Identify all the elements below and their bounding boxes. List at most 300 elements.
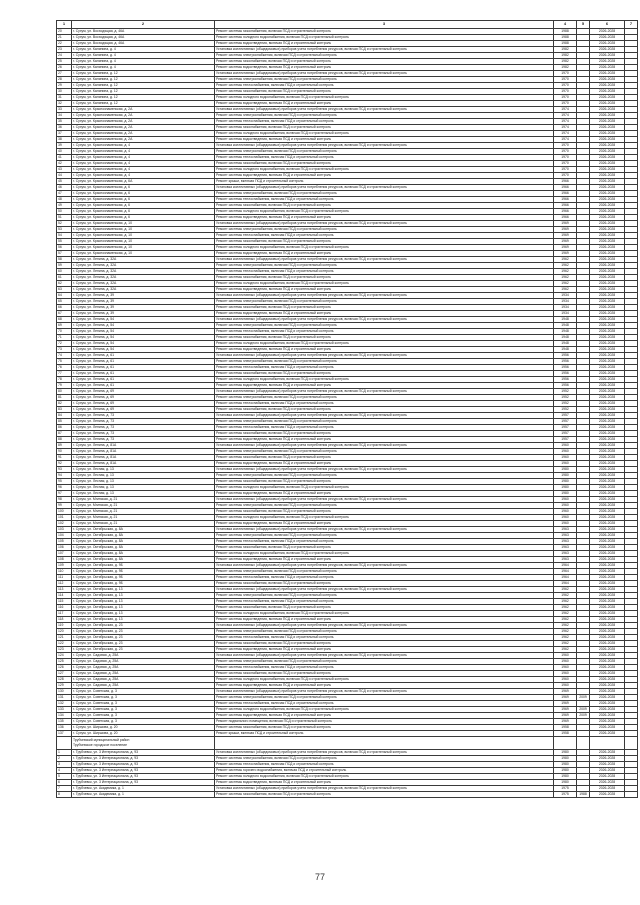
planned-period-cell: 2026-2028 — [590, 353, 625, 359]
row-number-cell: 46 — [57, 185, 72, 191]
address-cell: г. Сухум, ул. Мгинская, д. 21 — [72, 521, 215, 527]
work-type-cell: Установка коллективных (общедомовых) приборов учета потребления ресурсов, включая ПСД и строительный контроль — [215, 389, 554, 395]
address-cell: г. Сухум, ул. Ленина, д. 54 — [72, 317, 215, 323]
work-type-cell: Ремонт системы электроснабжения, включая ПСД и строительный контроль — [215, 533, 554, 539]
address-cell: г. Сухум, ул. Ленина, д. 39 — [72, 311, 215, 317]
planned-period-cell: 2026-2028 — [590, 47, 625, 53]
work-type-cell: Установка коллективных (общедомовых) приборов учета потребления ресурсов, включая ПСД и строительный контроль — [215, 623, 554, 629]
planned-period-cell: 2026-2028 — [590, 287, 625, 293]
planned-period-cell: 2026-2028 — [590, 401, 625, 407]
work-type-cell: Ремонт системы водоотведения, включая ПСД и строительный контроль — [215, 311, 554, 317]
build-year-cell: 1952 — [554, 407, 577, 413]
work-type-cell: Ремонт системы теплоснабжения, включая ПСД и строительный контроль — [215, 599, 554, 605]
row-number-cell: 124 — [57, 653, 72, 659]
row-number-cell: 8 — [57, 792, 72, 798]
address-cell: г. Трубчевск, ул. 3 Интернационала, д. 93 — [72, 774, 215, 780]
row-number-cell: 35 — [57, 119, 72, 125]
build-year-cell: 1962 — [554, 587, 577, 593]
build-year-cell: 1960 — [554, 503, 577, 509]
address-cell: г. Сухум, ул. Ленина, д. 73 — [72, 431, 215, 437]
build-year-cell: 1964 — [554, 575, 577, 581]
planned-period-cell: 2026-2028 — [590, 227, 625, 233]
build-year-cell: 1957 — [554, 419, 577, 425]
work-type-cell: Ремонт системы водоотведения, включая ПСД и строительный контроль — [215, 683, 554, 689]
address-cell: г. Сухум, ул. Октябрьская, д. 8А — [72, 533, 215, 539]
build-year-cell: 1974 — [554, 125, 577, 131]
work-type-cell: Ремонт системы теплоснабжения, включая ПСД и строительный контроль — [215, 119, 554, 125]
address-cell: г. Сухум, ул. Ленина, д. 39 — [72, 305, 215, 311]
address-cell: г. Трубчевск, ул. 3 Интернационала, д. 93 — [72, 768, 215, 774]
build-year-cell: 1948 — [554, 347, 577, 353]
address-cell: г. Сухум, ул. Октябрьская, д. 23 — [72, 629, 215, 635]
build-year-cell: 1969 — [554, 713, 577, 719]
address-cell: г. Сухум, ул. Краснознаменская, д. 4 — [72, 143, 215, 149]
address-cell: г. Сухум, ул. Краснознаменская, д. 2А — [72, 119, 215, 125]
work-type-cell: Ремонт системы водоотведения, включая ПСД и строительный контроль — [215, 437, 554, 443]
row-number-cell: 42 — [57, 161, 72, 167]
row-number-cell: 71 — [57, 335, 72, 341]
build-year-cell: 1980 — [554, 473, 577, 479]
planned-period-cell: 2026-2028 — [590, 635, 625, 641]
planned-period-cell: 2026-2028 — [590, 251, 625, 257]
build-year-cell: 1966 — [554, 209, 577, 215]
planned-period-cell: 2026-2028 — [590, 149, 625, 155]
row-number-cell: 51 — [57, 215, 72, 221]
row-number-cell: 104 — [57, 533, 72, 539]
row-number-cell: 36 — [57, 125, 72, 131]
row-number-cell: 63 — [57, 287, 72, 293]
row-number-cell: 40 — [57, 149, 72, 155]
address-cell: г. Сухум, ул. Ленина, д. 81А — [72, 461, 215, 467]
address-cell: г. Сухум, ул. Ширшова, д. 20 — [72, 725, 215, 731]
work-type-cell: Ремонт системы холодного водоснабжения, включая ПСД и строительный контроль — [215, 515, 554, 521]
work-type-cell: Установка коллективных (общедомовых) приборов учета потребления ресурсов, включая ПСД и строительный контроль — [215, 750, 554, 756]
build-year-cell: 1952 — [554, 389, 577, 395]
build-year-cell: 1974 — [554, 131, 577, 137]
work-type-cell: Ремонт системы водоотведения, включая ПСД и строительный контроль — [215, 251, 554, 257]
build-year-cell: 1964 — [554, 569, 577, 575]
row-number-cell: 86 — [57, 425, 72, 431]
row-number-cell: 47 — [57, 191, 72, 197]
build-year-cell: 1969 — [554, 707, 577, 713]
work-type-cell: Ремонт системы холодного водоснабжения, включая ПСД и строительный контроль — [215, 281, 554, 287]
build-year-cell: 1934 — [554, 299, 577, 305]
planned-period-cell: 2026-2028 — [590, 35, 625, 41]
work-type-cell: Ремонт системы водоотведения, включая ПСД и строительный контроль — [215, 713, 554, 719]
build-year-cell: 1963 — [554, 527, 577, 533]
row-number-cell: 129 — [57, 683, 72, 689]
work-type-cell: Установка коллективных (общедомовых) приборов учета потребления ресурсов, включая ПСД и строительный контроль — [215, 71, 554, 77]
work-type-cell: Ремонт системы водоотведения, включая ПСД и строительный контроль — [215, 65, 554, 71]
row-number-cell: 102 — [57, 521, 72, 527]
build-year-cell: 1970 — [554, 71, 577, 77]
build-year-cell: 1948 — [554, 329, 577, 335]
build-year-cell: 1963 — [554, 557, 577, 563]
build-year-cell: 1962 — [554, 287, 577, 293]
work-type-cell: Ремонт системы теплоснабжения, включая ПСД и строительный контроль — [215, 365, 554, 371]
work-type-cell: Ремонт системы газоснабжения, включая ПСД и строительный контроль — [215, 407, 554, 413]
address-cell: г. Сухум, ул. Советская, д. 3 — [72, 701, 215, 707]
row-number-cell: 68 — [57, 317, 72, 323]
address-cell: г. Сухум, ул. Мгинская, д. 21 — [72, 509, 215, 515]
planned-period-cell: 2026-2028 — [590, 167, 625, 173]
work-type-cell: Установка коллективных (общедомовых) приборов учета потребления ресурсов, включая ПСД и строительный контроль — [215, 107, 554, 113]
planned-period-cell: 2026-2028 — [590, 293, 625, 299]
address-cell: г. Сухум, ул. Октябрьская, д. 13 — [72, 605, 215, 611]
planned-period-cell: 2026-2028 — [590, 437, 625, 443]
work-type-cell: Ремонт системы газоснабжения, включая ПСД и строительный контроль — [215, 581, 554, 587]
row-number-cell: 69 — [57, 323, 72, 329]
address-cell: г. Сухум, ул. Садовая, д. 25А — [72, 659, 215, 665]
build-year-cell: 1948 — [554, 323, 577, 329]
address-cell: г. Сухум, ул. Садовая, д. 25А — [72, 665, 215, 671]
address-cell: г. Сухум, ул. Лесная, д. 13 — [72, 467, 215, 473]
address-cell: г. Сухум, ул. Советская, д. 3 — [72, 713, 215, 719]
work-type-cell: Ремонт системы теплоснабжения, включая ПСД и строительный контроль — [215, 701, 554, 707]
row-number-cell: 38 — [57, 137, 72, 143]
row-number-cell: 29 — [57, 83, 72, 89]
address-cell: г. Сухум, ул. Октябрьская, д. 9Б — [72, 575, 215, 581]
address-cell: г. Сухум, ул. Ленина, д. 39 — [72, 293, 215, 299]
build-year-cell: 1963 — [554, 551, 577, 557]
row-number-cell: 95 — [57, 479, 72, 485]
work-type-cell: Ремонт системы электроснабжения, включая ПСД и строительный контроль — [215, 77, 554, 83]
build-year-cell: 1969 — [554, 695, 577, 701]
planned-period-cell: 2026-2028 — [590, 545, 625, 551]
planned-period-cell: 2026-2028 — [590, 449, 625, 455]
build-year-cell: 1962 — [554, 623, 577, 629]
work-type-cell: Ремонт системы электроснабжения, включая ПСД и строительный контроль — [215, 323, 554, 329]
planned-period-cell: 2026-2028 — [590, 792, 625, 798]
work-type-cell: Ремонт системы водоотведения, включая ПСД и строительный контроль — [215, 173, 554, 179]
address-cell: г. Сухум, ул. Краснознаменская, д. 6 — [72, 203, 215, 209]
build-year-cell: 1962 — [554, 611, 577, 617]
planned-period-cell: 2026-2028 — [590, 575, 625, 581]
work-type-cell: Ремонт системы водоотведения, включая ПСД и строительный контроль — [215, 101, 554, 107]
build-year-cell: 1966 — [554, 179, 577, 185]
work-type-cell: Ремонт системы теплоснабжения, включая ПСД и строительный контроль — [215, 425, 554, 431]
header-cell: 7 — [625, 21, 638, 29]
planned-period-cell: 2026-2028 — [590, 659, 625, 665]
build-year-cell: 1970 — [554, 101, 577, 107]
row-number-cell: 31 — [57, 95, 72, 101]
build-year-cell: 1956 — [554, 353, 577, 359]
address-cell: г. Сухум, ул. Ленина, д. 73 — [72, 425, 215, 431]
last-repair-year-cell: 2009 — [577, 713, 590, 719]
build-year-cell: 1962 — [554, 647, 577, 653]
register-table-page — [56, 20, 633, 798]
planned-period-cell: 2026-2028 — [590, 95, 625, 101]
row-number-cell: 128 — [57, 677, 72, 683]
work-type-cell: Ремонт системы холодного водоснабжения, включая ПСД и строительный контроль — [215, 485, 554, 491]
work-type-cell: Установка коллективных (общедомовых) приборов учета потребления ресурсов, включая ПСД и строительный контроль — [215, 293, 554, 299]
address-cell: г. Сухум, ул. Калинина, д. 12 — [72, 101, 215, 107]
address-cell: г. Сухум, ул. Ленина, д. 81А — [72, 443, 215, 449]
build-year-cell: 1956 — [554, 377, 577, 383]
build-year-cell: 1974 — [554, 107, 577, 113]
row-number-cell: 5 — [57, 774, 72, 780]
work-type-cell: Ремонт системы водоотведения, включая ПСД и строительный контроль — [215, 287, 554, 293]
planned-period-cell: 2026-2028 — [590, 101, 625, 107]
address-cell: г. Сухум, ул. Краснознаменская, д. 10 — [72, 245, 215, 251]
row-number-cell: 2 — [57, 756, 72, 762]
row-number-cell: 134 — [57, 713, 72, 719]
planned-period-cell: 2026-2028 — [590, 491, 625, 497]
row-number-cell: 135 — [57, 719, 72, 725]
row-number-cell: 101 — [57, 515, 72, 521]
work-type-cell: Ремонт системы холодного водоснабжения, включая ПСД и строительный контроль — [215, 209, 554, 215]
address-cell: г. Сухум, ул. Краснознаменская, д. 2А — [72, 137, 215, 143]
planned-period-cell: 2026-2028 — [590, 239, 625, 245]
work-type-cell: Установка коллективных (общедомовых) приборов учета потребления ресурсов, включая ПСД и строительный контроль — [215, 587, 554, 593]
address-cell: г. Сухум, ул. Краснознаменская, д. 10 — [72, 251, 215, 257]
planned-period-cell: 2026-2028 — [590, 605, 625, 611]
build-year-cell: 1962 — [554, 275, 577, 281]
address-cell: г. Сухум, ул. Лесная, д. 13 — [72, 485, 215, 491]
work-type-cell: Ремонт системы газоснабжения, включая ПСД и строительный контроль — [215, 509, 554, 515]
build-year-cell: 1962 — [554, 629, 577, 635]
address-cell: г. Трубчевск, ул. Академика, д. 1 — [72, 786, 215, 792]
build-year-cell: 1970 — [554, 173, 577, 179]
build-year-cell: 1960 — [554, 461, 577, 467]
build-year-cell: 1962 — [554, 593, 577, 599]
build-year-cell: 1963 — [554, 539, 577, 545]
planned-period-cell: 2026-2028 — [590, 750, 625, 756]
address-cell: г. Сухум, ул. Лесная, д. 13 — [72, 479, 215, 485]
planned-period-cell: 2026-2028 — [590, 197, 625, 203]
address-cell: г. Сухум, ул. Ленина, д. 54 — [72, 341, 215, 347]
build-year-cell: 1970 — [554, 161, 577, 167]
work-type-cell: Ремонт системы электроснабжения, включая ПСД и строительный контроль — [215, 629, 554, 635]
planned-period-cell: 2026-2028 — [590, 581, 625, 587]
row-number-cell: 41 — [57, 155, 72, 161]
address-cell: г. Сухум, ул. Садовая, д. 25А — [72, 683, 215, 689]
planned-period-cell: 2026-2028 — [590, 611, 625, 617]
table-body — [57, 21, 638, 798]
build-year-cell: 1962 — [554, 263, 577, 269]
work-type-cell: Установка коллективных (общедомовых) приборов учета потребления ресурсов, включая ПСД и строительный контроль — [215, 185, 554, 191]
row-number-cell: 58 — [57, 257, 72, 263]
address-cell: г. Сухум, ул. Ленина, д. 61 — [72, 353, 215, 359]
planned-period-cell: 2026-2028 — [590, 257, 625, 263]
build-year-cell: 1960 — [554, 677, 577, 683]
work-type-cell: Ремонт системы водоотведения, включая ПСД и строительный контроль — [215, 780, 554, 786]
planned-period-cell: 2026-2028 — [590, 461, 625, 467]
planned-period-cell: 2026-2028 — [590, 551, 625, 557]
build-year-cell: 1969 — [554, 233, 577, 239]
address-cell: г. Сухум, ул. Краснознаменская, д. 2А — [72, 125, 215, 131]
planned-period-cell: 2026-2028 — [590, 677, 625, 683]
planned-period-cell: 2026-2028 — [590, 383, 625, 389]
address-cell: г. Сухум, ул. Калинина, д. 4 — [72, 53, 215, 59]
address-cell: г. Сухум, ул. Октябрьская, д. 23 — [72, 623, 215, 629]
row-number-cell: 52 — [57, 221, 72, 227]
planned-period-cell: 2026-2028 — [590, 647, 625, 653]
planned-period-cell: 2026-2028 — [590, 275, 625, 281]
address-cell: г. Сухум, ул. Советская, д. 3 — [72, 707, 215, 713]
work-type-cell: Ремонт системы водоотведения, включая ПСД и строительный контроль — [215, 491, 554, 497]
build-year-cell: 1969 — [554, 221, 577, 227]
address-cell: г. Сухум, ул. Краснознаменская, д. 4 — [72, 155, 215, 161]
build-year-cell: 1957 — [554, 413, 577, 419]
work-type-cell: Ремонт системы теплоснабжения, включая ПСД и строительный контроль — [215, 665, 554, 671]
planned-period-cell: 2026-2028 — [590, 617, 625, 623]
row-number-cell: 45 — [57, 179, 72, 185]
planned-period-cell: 2026-2028 — [590, 317, 625, 323]
build-year-cell: 1962 — [554, 257, 577, 263]
work-type-cell: Ремонт системы теплоснабжения, включая ПСД и строительный контроль — [215, 575, 554, 581]
row-number-cell: 66 — [57, 305, 72, 311]
row-number-cell: 111 — [57, 575, 72, 581]
build-year-cell: 1988 — [554, 29, 577, 35]
build-year-cell: 1962 — [554, 641, 577, 647]
address-cell: г. Сухум, ул. Ленина, д. 39 — [72, 299, 215, 305]
row-number-cell: 23 — [57, 47, 72, 53]
planned-period-cell: 2026-2028 — [590, 371, 625, 377]
build-year-cell: 1980 — [554, 491, 577, 497]
row-number-cell: 67 — [57, 311, 72, 317]
work-type-cell: Ремонт системы электроснабжения, включая ПСД и строительный контроль — [215, 359, 554, 365]
planned-period-cell: 2026-2028 — [590, 53, 625, 59]
row-number-cell: 24 — [57, 53, 72, 59]
build-year-cell: 1982 — [554, 53, 577, 59]
work-type-cell: Ремонт системы водоотведения, включая ПСД и строительный контроль — [215, 137, 554, 143]
work-type-cell: Ремонт системы электроснабжения, включая ПСД и строительный контроль — [215, 593, 554, 599]
planned-period-cell: 2026-2028 — [590, 629, 625, 635]
work-type-cell: Ремонт системы газоснабжения, включая ПСД и строительный контроль — [215, 305, 554, 311]
address-cell: г. Сухум, ул. Советская, д. 3 — [72, 719, 215, 725]
row-number-cell: 1 — [57, 750, 72, 756]
address-cell: г. Сухум, ул. Октябрьская, д. 23 — [72, 641, 215, 647]
row-number-cell: 127 — [57, 671, 72, 677]
address-cell: г. Сухум, ул. Ленина, д. 54 — [72, 347, 215, 353]
planned-period-cell: 2026-2028 — [590, 155, 625, 161]
address-cell: г. Сухум, ул. Ленина, д. 61 — [72, 383, 215, 389]
row-number-cell: 119 — [57, 623, 72, 629]
planned-period-cell: 2026-2028 — [590, 209, 625, 215]
work-type-cell: Установка коллективных (общедомовых) приборов учета потребления ресурсов, включая ПСД и строительный контроль — [215, 221, 554, 227]
row-number-cell: 106 — [57, 545, 72, 551]
row-number-cell: 87 — [57, 431, 72, 437]
planned-period-cell: 2026-2028 — [590, 641, 625, 647]
work-type-cell: Ремонт системы электроснабжения, включая ПСД и строительный контроль — [215, 569, 554, 575]
work-type-cell: Установка коллективных (общедомовых) приборов учета потребления ресурсов, включая ПСД и строительный контроль — [215, 527, 554, 533]
work-type-cell: Установка коллективных (общедомовых) приборов учета потребления ресурсов, включая ПСД и строительный контроль — [215, 257, 554, 263]
work-type-cell: Ремонт системы теплоснабжения, включая ПСД и строительный контроль — [215, 83, 554, 89]
build-year-cell: 1974 — [554, 113, 577, 119]
address-cell: г. Сухум, ул. Краснознаменская, д. 6 — [72, 185, 215, 191]
planned-period-cell: 2026-2028 — [590, 515, 625, 521]
row-number-cell: 89 — [57, 443, 72, 449]
work-type-cell: Ремонт системы холодного водоснабжения, включая ПСД и строительный контроль — [215, 245, 554, 251]
work-type-cell: Ремонт системы теплоснабжения, включая ПСД и строительный контроль — [215, 197, 554, 203]
build-year-cell: 1969 — [554, 701, 577, 707]
row-number-cell: 44 — [57, 173, 72, 179]
address-cell: г. Трубчевск, ул. 3 Интернационала, д. 93 — [72, 780, 215, 786]
row-number-cell: 26 — [57, 65, 72, 71]
work-type-cell: Ремонт системы водоотведения, включая ПСД и строительный контроль — [215, 215, 554, 221]
work-type-cell: Установка коллективных (общедомовых) приборов учета потребления ресурсов, включая ПСД и строительный контроль — [215, 317, 554, 323]
build-year-cell: 1962 — [554, 281, 577, 287]
build-year-cell: 1960 — [554, 671, 577, 677]
row-number-cell: 65 — [57, 299, 72, 305]
repair-program-table — [56, 20, 638, 798]
note-cell — [625, 792, 638, 798]
build-year-cell: 1956 — [554, 359, 577, 365]
build-year-cell: 1982 — [554, 47, 577, 53]
row-number-cell: 33 — [57, 107, 72, 113]
build-year-cell: 1960 — [554, 509, 577, 515]
build-year-cell: 1975 — [554, 786, 577, 792]
row-number-cell: 117 — [57, 611, 72, 617]
address-cell: г. Сухум, ул. Ленина, д. 81А — [72, 449, 215, 455]
header-cell: 2 — [72, 21, 215, 29]
row-number-cell: 22 — [57, 41, 72, 47]
table-row — [57, 792, 638, 798]
build-year-cell: 1956 — [554, 365, 577, 371]
work-type-cell: Ремонт системы электроснабжения, включая ПСД и строительный контроль — [215, 419, 554, 425]
build-year-cell: 1980 — [554, 485, 577, 491]
work-type-cell: Установка коллективных (общедомовых) приборов учета потребления ресурсов, включая ПСД и строительный контроль — [215, 143, 554, 149]
work-type-cell: Ремонт системы холодного водоснабжения, включая ПСД и строительный контроль — [215, 611, 554, 617]
row-number-cell: 125 — [57, 659, 72, 665]
row-number-cell: 97 — [57, 491, 72, 497]
planned-period-cell: 2026-2028 — [590, 89, 625, 95]
address-cell: г. Сухум, ул. Краснознаменская, д. 6 — [72, 197, 215, 203]
address-cell: г. Сухум, ул. Октябрьская, д. 13 — [72, 617, 215, 623]
address-cell: г. Сухум, ул. Октябрьская, д. 13 — [72, 611, 215, 617]
row-number-cell: 3 — [57, 762, 72, 768]
work-type-cell: Ремонт подвального помещения, включая ПСД и строительный контроль — [215, 719, 554, 725]
address-cell: г. Сухум, ул. Октябрьская, д. 13 — [72, 599, 215, 605]
planned-period-cell: 2026-2028 — [590, 497, 625, 503]
build-year-cell: 1957 — [554, 425, 577, 431]
planned-period-cell: 2026-2028 — [590, 335, 625, 341]
work-type-cell: Ремонт системы электроснабжения, включая ПСД и строительный контроль — [215, 395, 554, 401]
row-number-cell: 85 — [57, 419, 72, 425]
row-number-cell: 88 — [57, 437, 72, 443]
row-number-cell: 133 — [57, 707, 72, 713]
row-number-cell: 98 — [57, 497, 72, 503]
planned-period-cell: 2026-2028 — [590, 221, 625, 227]
planned-period-cell: 2026-2028 — [590, 347, 625, 353]
address-cell: г. Сухум, ул. Ленина, д. 69 — [72, 407, 215, 413]
planned-period-cell: 2026-2028 — [590, 125, 625, 131]
address-cell: г. Сухум, ул. Ленина, д. 32А — [72, 263, 215, 269]
row-number-cell: 120 — [57, 629, 72, 635]
work-type-cell: Ремонт системы газоснабжения, включая ПСД и строительный контроль — [215, 239, 554, 245]
row-number-cell: 123 — [57, 647, 72, 653]
page-number: 77 — [314, 872, 325, 882]
last-repair-year-cell: 1988 — [577, 792, 590, 798]
empty-cell — [577, 737, 590, 750]
build-year-cell: 1960 — [554, 653, 577, 659]
address-cell: г. Сухум, ул. Советская, д. 3 — [72, 695, 215, 701]
build-year-cell: 1970 — [554, 95, 577, 101]
row-number-cell: 109 — [57, 563, 72, 569]
address-cell: г. Сухум, ул. Ленина, д. 32А — [72, 269, 215, 275]
planned-period-cell: 2026-2028 — [590, 419, 625, 425]
planned-period-cell: 2026-2028 — [590, 701, 625, 707]
build-year-cell: 1960 — [554, 449, 577, 455]
row-number-cell: 70 — [57, 329, 72, 335]
work-type-cell: Установка коллективных (общедомовых) приборов учета потребления ресурсов, включая ПСД и строительный контроль — [215, 497, 554, 503]
row-number-cell: 94 — [57, 473, 72, 479]
work-type-cell: Ремонт системы электроснабжения, включая ПСД и строительный контроль — [215, 191, 554, 197]
build-year-cell: 1966 — [554, 215, 577, 221]
build-year-cell: 1966 — [554, 197, 577, 203]
row-number-cell: 77 — [57, 371, 72, 377]
